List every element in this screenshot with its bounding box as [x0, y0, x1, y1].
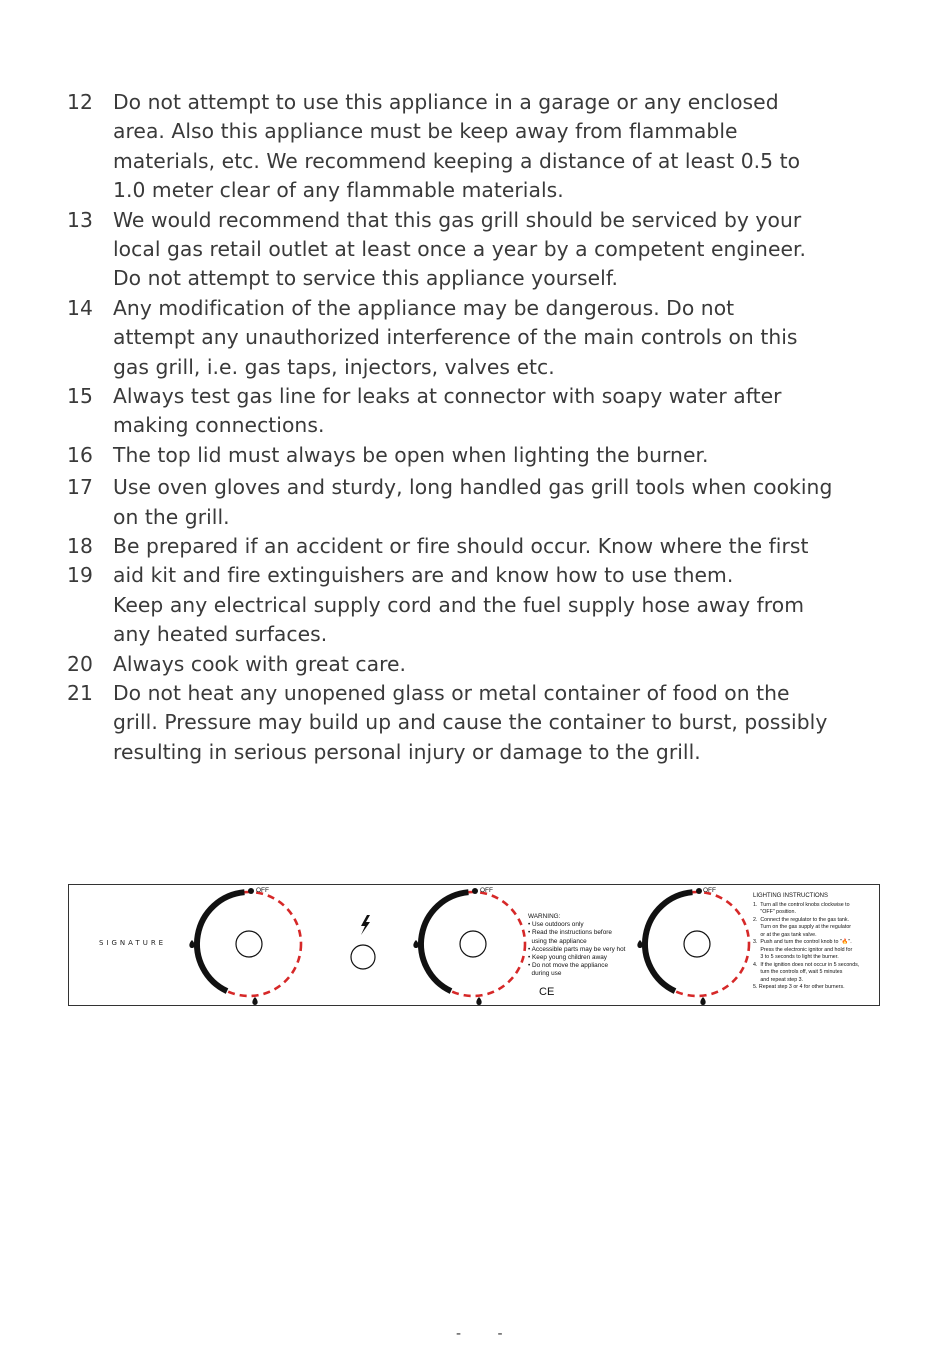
instruction-text: Do not attempt to service this appliance yourself.: [113, 266, 619, 291]
lighting-line: 3. Push and turn the control knob to "🔥".: [753, 939, 852, 945]
warning-line: using the appliance: [528, 937, 587, 945]
brand-logo: SIGNATURE: [99, 939, 167, 947]
instruction-number: 14: [67, 295, 93, 320]
instruction-text: materials, etc. We recommend keeping a distance of at least 0.5 to: [113, 148, 801, 173]
ce-mark: CE: [539, 986, 555, 998]
page-number-mark: - -: [456, 1326, 519, 1342]
instruction-text: any heated surfaces.: [113, 622, 328, 647]
off-label-3: OFF: [703, 887, 716, 894]
lighting-title: LIGHTING INSTRUCTIONS: [753, 893, 829, 899]
instruction-number: 12: [67, 90, 93, 114]
warning-line: • Accessible parts may be very hot: [528, 945, 626, 953]
knob-circle: [684, 931, 710, 957]
lighting-line: 1. Turn all the control knobs clockwise to: [753, 901, 850, 908]
flame-icon: [476, 997, 481, 1005]
lighting-instructions: [753, 893, 859, 992]
flame-icon: [637, 940, 642, 948]
flame-icon: [413, 940, 418, 948]
lighting-line: "OFF" position.: [753, 909, 796, 915]
instruction-text: Any modification of the appliance may be dangerous. Do not: [113, 295, 735, 320]
dial-black-arc: [197, 892, 244, 991]
control-panel-illustration: [68, 884, 880, 1006]
instruction-text: Do not attempt to use this appliance in a garage or any enclosed: [113, 90, 779, 114]
off-dot: [472, 888, 478, 894]
instruction-text: aid kit and fire extinguishers are and know how to use them.: [113, 563, 734, 588]
instruction-text: The top lid must always be open when lighting the burner.: [113, 442, 709, 467]
instruction-text: Be prepared if an accident or fire should occur. Know where the first: [113, 533, 809, 558]
instruction-text: Always cook with great care.: [113, 651, 407, 676]
flame-icon: [252, 997, 257, 1005]
off-label-1: OFF: [256, 887, 269, 894]
instruction-text: area. Also this appliance must be keep away from flammable: [113, 119, 738, 144]
instruction-number: 19: [67, 563, 93, 588]
lightning-icon: [361, 915, 370, 935]
warning-title: WARNING:: [528, 913, 561, 920]
lighting-line: 4. If the ignition does not occur in 5 seconds,: [753, 961, 860, 968]
instruction-number: 17: [67, 475, 93, 500]
lighting-line: Press the electronic ignitor and hold for: [753, 946, 853, 953]
instruction-text: gas grill, i.e. gas taps, injectors, valves etc.: [113, 354, 555, 379]
instruction-number: 21: [67, 680, 93, 705]
warning-line: • Read the instructions before: [528, 929, 612, 937]
instruction-text: Always test gas line for leaks at connector with soapy water after: [113, 384, 782, 408]
dial-black-arc: [421, 892, 468, 991]
warning-line: • Do not move the appliance: [528, 962, 609, 970]
off-label-2: OFF: [480, 887, 493, 894]
ignitor-button-circle: [351, 945, 375, 969]
off-dot: [696, 888, 702, 894]
instruction-text: grill. Pressure may build up and cause the container to burst, possibly: [113, 710, 828, 735]
instruction-text: Keep any electrical supply cord and the fuel supply hose away from: [113, 592, 805, 617]
warning-line: during use: [528, 970, 562, 978]
flame-icon: [700, 997, 705, 1005]
lighting-line: and repeat step 3.: [753, 976, 804, 983]
knob-circle: [460, 931, 486, 957]
instruction-text: 1.0 meter clear of any flammable materials.: [113, 178, 564, 203]
lighting-line: 5. Repeat step 3 or 4 for other burners.: [753, 984, 845, 990]
instruction-number: 20: [67, 651, 93, 676]
instruction-text: We would recommend that this gas grill should be serviced by your: [113, 207, 802, 232]
dial-black-arc: [645, 892, 692, 991]
instruction-number: 16: [67, 442, 93, 467]
flame-icon: [189, 940, 194, 948]
off-dot: [248, 888, 254, 894]
warning-line: • Keep young children away: [528, 954, 607, 962]
warning-label: [528, 913, 625, 979]
instruction-number: 18: [67, 533, 93, 558]
instruction-text: Do not heat any unopened glass or metal container of food on the: [113, 680, 790, 705]
warning-line: • Use outdoors only: [528, 921, 584, 929]
instruction-text: resulting in serious personal injury or damage to the grill.: [113, 739, 701, 764]
knob-circle: [236, 931, 262, 957]
lighting-line: 2. Connect the regulator to the gas tank.: [753, 916, 849, 923]
lighting-line: 3 to 5 seconds to light the burner.: [753, 954, 839, 960]
instruction-text: Use oven gloves and sturdy, long handled gas grill tools when cooking: [113, 475, 833, 500]
lighting-line: turn the controls off, wait 5 minutes: [753, 969, 843, 975]
instruction-text: local gas retail outlet at least once a year by a competent engineer.: [113, 237, 807, 261]
instruction-text: on the grill.: [113, 504, 230, 529]
instruction-number: 13: [67, 207, 93, 232]
instruction-text: attempt any unauthorized interference of the main controls on this: [113, 325, 798, 350]
instruction-number: 15: [67, 384, 93, 408]
lighting-line: Turn on the gas supply at the regulator: [753, 924, 852, 930]
lighting-line: or at the gas tank valve.: [753, 931, 817, 938]
instruction-text: making connections.: [113, 413, 325, 438]
